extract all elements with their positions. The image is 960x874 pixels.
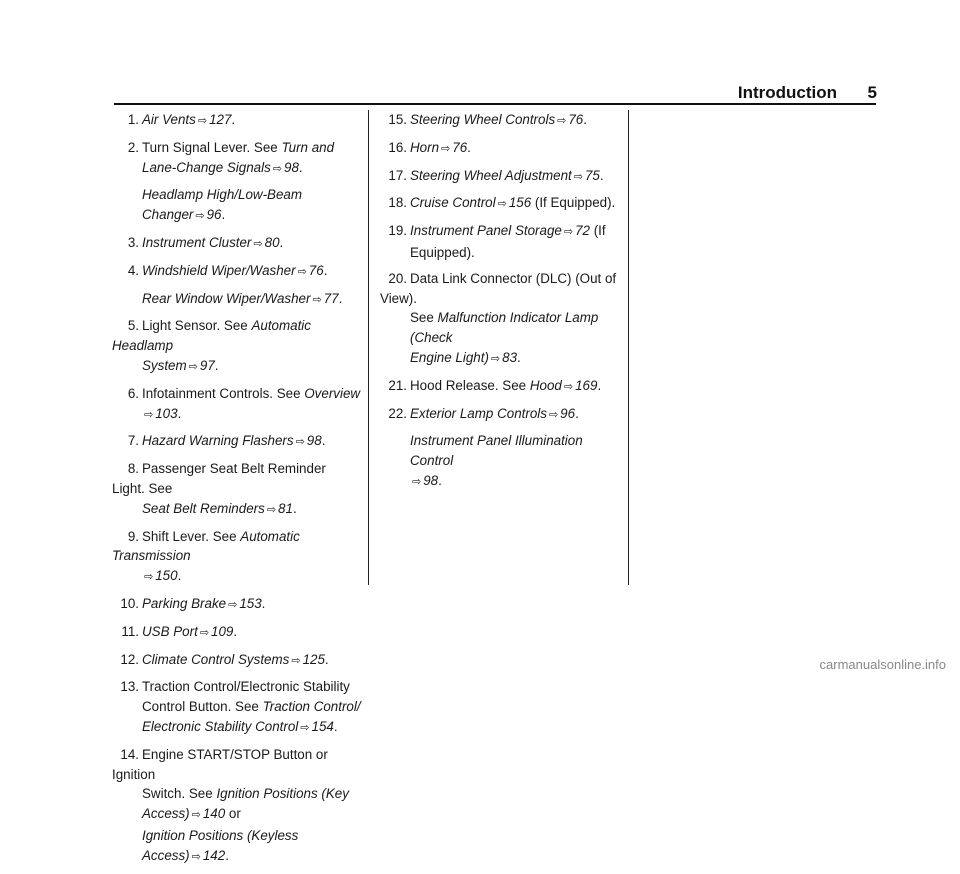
page-reference-arrow-icon: ⇨ xyxy=(312,293,322,306)
cross-reference[interactable]: 154 xyxy=(311,718,334,734)
entry-line xyxy=(112,677,362,697)
entry-text: Traction Control/Electronic Stability xyxy=(142,679,350,695)
cross-reference[interactable]: 127 xyxy=(209,112,232,127)
entry-line xyxy=(380,404,620,426)
page-reference-arrow-icon: ⇨ xyxy=(144,408,154,421)
entry-line xyxy=(142,185,362,227)
page-reference-arrow-icon: ⇨ xyxy=(497,198,507,211)
entry-text: . xyxy=(583,112,587,127)
entry-line xyxy=(112,804,362,826)
entry-line xyxy=(380,193,620,215)
entry-line xyxy=(112,566,362,588)
item-number: 5. xyxy=(127,318,139,334)
cross-reference[interactable]: 153 xyxy=(239,595,262,611)
list-item xyxy=(380,404,620,426)
entry-text: . xyxy=(517,349,521,365)
page-reference-arrow-icon: ⇨ xyxy=(199,626,210,639)
entry-text: . xyxy=(177,568,182,584)
entry-text: Data Link Connector (DLC) (Out of View). xyxy=(380,270,617,306)
cross-reference[interactable]: 81 xyxy=(278,500,293,516)
cross-reference[interactable]: Automatic Transmission xyxy=(112,528,300,564)
entry-text: or xyxy=(225,806,241,822)
entry-line xyxy=(380,166,620,188)
cross-reference[interactable]: Traction Control/ xyxy=(262,699,361,715)
entry-text: . xyxy=(279,234,284,250)
page-reference-arrow-icon: ⇨ xyxy=(548,408,559,421)
cross-reference[interactable]: 142 xyxy=(202,847,226,863)
entry-line xyxy=(380,221,620,243)
item-number: 11. xyxy=(121,623,139,639)
list-item xyxy=(380,221,620,263)
cross-reference[interactable]: 96 xyxy=(560,405,576,421)
cross-reference[interactable]: 75 xyxy=(584,167,600,183)
list-item xyxy=(112,745,362,868)
sub-entry xyxy=(380,431,620,492)
list-item xyxy=(112,594,362,616)
entry-text: Switch. See xyxy=(142,786,217,802)
left-column xyxy=(112,110,362,874)
list-item xyxy=(380,193,620,215)
cross-reference[interactable]: 96 xyxy=(206,207,222,223)
cross-reference[interactable]: System xyxy=(142,357,187,373)
cross-reference[interactable]: 98 xyxy=(284,159,299,175)
cross-reference[interactable]: 169 xyxy=(575,377,598,393)
entry-text: . xyxy=(292,500,297,516)
page-reference-arrow-icon: ⇨ xyxy=(253,237,263,250)
list-item xyxy=(380,138,620,160)
sub-entry xyxy=(112,289,362,311)
cross-reference[interactable]: Steering Wheel Adjustment xyxy=(410,167,572,183)
list-item xyxy=(112,527,362,588)
cross-reference[interactable]: Rear Window Wiper/Washer xyxy=(142,290,311,306)
cross-reference[interactable]: 97 xyxy=(199,357,215,373)
page-reference-arrow-icon: ⇨ xyxy=(228,598,238,611)
cross-reference[interactable]: Air Vents xyxy=(142,112,196,127)
entry-text: . xyxy=(221,207,226,223)
page-reference-arrow-icon: ⇨ xyxy=(557,115,567,127)
page-reference-arrow-icon: ⇨ xyxy=(266,503,277,516)
entry-text: . xyxy=(298,159,303,175)
cross-reference[interactable]: Access) xyxy=(142,806,190,822)
item-number: 16. xyxy=(388,139,407,155)
entry-line xyxy=(112,594,362,616)
page-reference-arrow-icon: ⇨ xyxy=(272,162,283,175)
cross-reference[interactable]: Climate Control Systems xyxy=(142,651,290,667)
cross-reference[interactable]: Hood xyxy=(529,377,562,393)
list-item xyxy=(112,110,362,132)
entry-text: Passenger Seat Belt Reminder Light. See xyxy=(112,461,326,496)
entry-line xyxy=(112,233,362,255)
entry-line xyxy=(142,289,362,311)
cross-reference[interactable]: Instrument Panel Storage xyxy=(410,223,562,239)
cross-reference[interactable]: 140 xyxy=(202,806,226,822)
entry-line xyxy=(112,431,362,453)
item-number: 3. xyxy=(127,234,139,250)
list-item xyxy=(112,316,362,377)
item-number: 2. xyxy=(127,139,139,155)
page-reference-arrow-icon: ⇨ xyxy=(297,265,307,278)
cross-reference[interactable]: Automatic Headlamp xyxy=(112,318,311,354)
cross-reference[interactable]: Ignition Positions (Keyless Access) xyxy=(142,827,299,863)
watermark: carmanualsonline.info xyxy=(819,657,946,672)
entry-line xyxy=(112,459,362,499)
entry-text: Control Button. See xyxy=(142,699,263,715)
entry-line xyxy=(380,376,620,398)
entry-line xyxy=(112,384,362,404)
page-reference-arrow-icon: ⇨ xyxy=(295,436,305,449)
item-number: 17. xyxy=(388,167,407,183)
list-item xyxy=(112,459,362,520)
item-number: 10. xyxy=(120,595,139,611)
cross-reference[interactable]: 80 xyxy=(264,234,280,250)
cross-reference[interactable]: Exterior Lamp Controls xyxy=(410,405,547,421)
cross-reference[interactable]: 109 xyxy=(211,623,234,639)
page-reference-arrow-icon: ⇨ xyxy=(490,352,501,365)
column-divider-left xyxy=(368,110,369,585)
entry-text: Equipped). xyxy=(410,244,475,260)
list-item xyxy=(112,233,362,255)
entry-text: Hood Release. See xyxy=(410,377,530,393)
entry-text: . xyxy=(225,847,229,863)
list-item xyxy=(380,269,620,370)
entry-line xyxy=(380,138,620,160)
item-number: 19. xyxy=(388,223,407,239)
entry-line xyxy=(380,269,620,309)
cross-reference[interactable]: Malfunction Indicator Lamp (Check xyxy=(410,310,599,346)
cross-reference[interactable]: Parking Brake xyxy=(142,595,227,611)
entry-line xyxy=(112,697,362,717)
page-reference-arrow-icon: ⇨ xyxy=(300,721,310,734)
list-item xyxy=(380,166,620,188)
cross-reference[interactable]: USB Port xyxy=(142,623,198,639)
cross-reference[interactable]: Hazard Warning Flashers xyxy=(142,433,294,449)
cross-reference[interactable]: 156 xyxy=(508,195,532,211)
entry-text: Turn Signal Lever. See xyxy=(142,139,282,155)
item-number: 21. xyxy=(388,377,407,393)
list-item xyxy=(112,677,362,738)
cross-reference[interactable]: 98 xyxy=(423,472,439,488)
entry-text: . xyxy=(177,405,182,421)
cross-reference[interactable]: 77 xyxy=(323,290,339,306)
entry-text: (If xyxy=(589,223,606,239)
cross-reference[interactable]: Overview xyxy=(304,385,361,401)
item-number: 1. xyxy=(127,112,139,127)
page-reference-arrow-icon: ⇨ xyxy=(188,360,198,373)
entry-line xyxy=(112,650,362,672)
entry-text: . xyxy=(324,651,329,667)
page-header-title: Introduction xyxy=(737,83,837,102)
cross-reference[interactable]: Turn and xyxy=(281,139,335,155)
entry-line xyxy=(112,717,362,739)
entry-text: . xyxy=(321,433,326,449)
page-reference-arrow-icon: ⇨ xyxy=(191,809,201,822)
entry-line xyxy=(112,527,362,567)
entry-text: Light Sensor. See xyxy=(142,318,252,334)
entry-text: Engine START/STOP Button or Ignition xyxy=(112,746,328,782)
cross-reference[interactable]: Seat Belt Reminders xyxy=(142,500,265,516)
list-item xyxy=(112,261,362,283)
entry-text: . xyxy=(338,290,343,306)
item-number: 18. xyxy=(388,195,407,211)
entry-line xyxy=(112,745,362,785)
list-item xyxy=(112,622,362,644)
item-number: 12. xyxy=(120,651,139,667)
entry-text: See xyxy=(410,310,438,326)
entry-text: . xyxy=(575,405,579,421)
list-item xyxy=(112,431,362,453)
entry-line xyxy=(410,471,620,493)
cross-reference[interactable]: 76 xyxy=(568,112,584,127)
cross-reference[interactable]: 125 xyxy=(302,651,325,667)
item-number: 13. xyxy=(120,679,139,695)
entry-text: . xyxy=(323,262,328,278)
list-item xyxy=(112,384,362,426)
entry-text: . xyxy=(333,718,338,734)
entry-text: . xyxy=(233,623,238,639)
cross-reference[interactable]: 72 xyxy=(575,223,590,239)
cross-reference[interactable]: 98 xyxy=(306,433,322,449)
cross-reference[interactable]: Ignition Positions (Key xyxy=(216,786,349,802)
cross-reference[interactable]: 76 xyxy=(308,262,324,278)
item-number: 8. xyxy=(127,461,139,477)
entry-line xyxy=(112,261,362,283)
cross-reference[interactable]: Headlamp High/Low-Beam Changer xyxy=(142,187,303,223)
cross-reference[interactable]: Engine Light) xyxy=(410,349,489,365)
entry-line xyxy=(112,316,362,356)
item-number: 6. xyxy=(127,385,139,401)
sub-entry xyxy=(112,185,362,227)
cross-reference[interactable]: Instrument Panel Illumination Control xyxy=(410,433,583,469)
entry-line xyxy=(112,826,362,868)
page-number: 5 xyxy=(867,83,877,102)
cross-reference[interactable]: Steering Wheel Controls xyxy=(410,112,556,127)
cross-reference[interactable]: Windshield Wiper/Washer xyxy=(142,262,296,278)
entry-line xyxy=(112,158,362,180)
entry-line xyxy=(112,499,362,521)
entry-text: . xyxy=(261,595,266,611)
list-item xyxy=(112,650,362,672)
cross-reference[interactable]: Electronic Stability Control xyxy=(142,718,299,734)
entry-line xyxy=(380,243,620,263)
entry-line xyxy=(410,431,620,471)
entry-line xyxy=(112,356,362,378)
list-item xyxy=(380,376,620,398)
entry-text: . xyxy=(214,357,219,373)
list-item xyxy=(112,138,362,180)
column-divider-right xyxy=(628,110,629,585)
entry-text: . xyxy=(597,377,602,393)
entry-text: . xyxy=(599,167,604,183)
entry-text: . xyxy=(467,139,471,155)
item-number: 20. xyxy=(388,270,407,286)
item-number: 22. xyxy=(388,405,407,421)
item-number: 9. xyxy=(127,528,139,544)
entry-text: (If Equipped). xyxy=(531,195,616,211)
entry-text: . xyxy=(231,112,236,127)
page-reference-arrow-icon: ⇨ xyxy=(573,170,583,183)
cross-reference[interactable]: Cruise Control xyxy=(410,195,496,211)
cross-reference[interactable]: 76 xyxy=(452,139,468,155)
item-number: 4. xyxy=(127,262,139,278)
cross-reference[interactable]: Horn xyxy=(410,139,440,155)
entry-line xyxy=(112,784,362,804)
entry-text: Shift Lever. See xyxy=(142,528,241,544)
page-reference-arrow-icon: ⇨ xyxy=(191,850,201,863)
entry-line xyxy=(112,138,362,158)
middle-column xyxy=(380,110,620,499)
cross-reference[interactable]: Instrument Cluster xyxy=(142,234,252,250)
entry-line xyxy=(380,110,620,132)
cross-reference[interactable]: 103 xyxy=(155,405,178,421)
header-rule xyxy=(114,103,876,105)
entry-line xyxy=(112,622,362,644)
entry-line xyxy=(380,308,620,348)
page-reference-arrow-icon: ⇨ xyxy=(563,380,574,393)
page-reference-arrow-icon: ⇨ xyxy=(195,210,205,223)
page-reference-arrow-icon: ⇨ xyxy=(441,142,451,155)
cross-reference[interactable]: Lane-Change Signals xyxy=(142,159,271,175)
page-reference-arrow-icon: ⇨ xyxy=(563,226,574,239)
cross-reference[interactable]: 83 xyxy=(502,349,518,365)
page-reference-arrow-icon: ⇨ xyxy=(412,475,422,488)
page-reference-arrow-icon: ⇨ xyxy=(291,654,301,667)
entry-text: . xyxy=(438,472,442,488)
cross-reference[interactable]: 150 xyxy=(155,568,178,584)
list-item xyxy=(380,110,620,132)
item-number: 14. xyxy=(120,746,139,762)
entry-line xyxy=(380,348,620,370)
page-reference-arrow-icon: ⇨ xyxy=(144,571,154,584)
page-reference-arrow-icon: ⇨ xyxy=(197,115,208,127)
item-number: 15. xyxy=(388,112,407,127)
entry-line xyxy=(112,404,362,426)
entry-text: Infotainment Controls. See xyxy=(142,385,305,401)
entry-line xyxy=(112,110,362,132)
item-number: 7. xyxy=(127,433,139,449)
